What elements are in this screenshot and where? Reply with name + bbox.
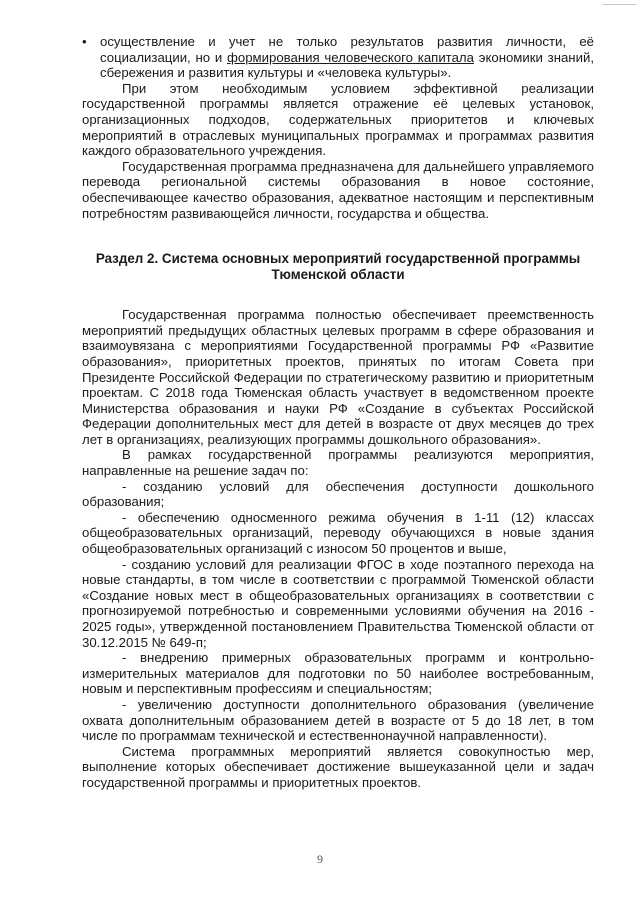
bullet-list-item — [82, 34, 594, 81]
task-item: - созданию условий для обеспечения доступности дошкольного образования; — [82, 478, 594, 510]
task-item: - увеличению доступности дополнительного образования (увеличение охвата дополнительным образованием детей в возрасте от 5 до 18 лет, в том числе по программам технической и естественнонаучной направленности). — [82, 696, 594, 744]
section-heading: Раздел 2. Система основных мероприятий государственной программы Тюменской области — [95, 251, 581, 283]
paragraph-tasks-intro: В рамках государственной программы реализуются мероприятия, направленные на решение задач по: — [82, 447, 594, 479]
paragraph-implementation-condition: При этом необходимым условием эффективной реализации государственной программы является отражение её целевых установок, организационных подходов, содержательных приоритетов и ключевых мероприятий в отраслевых муниципальных программах и программах развития каждого образовательного учреждения. — [82, 80, 594, 159]
bullet-text-start: осуществление и учет не только результатов развития личности, её социализации, но и — [100, 34, 594, 65]
bullet-icon: • — [82, 34, 87, 49]
document-page — [82, 34, 594, 791]
paragraph-closing: Система программных мероприятий является совокупностью мер, выполнение которых обеспечивает достижение вышеуказанной цели и задач государственной программы и приоритетных проектов. — [82, 743, 594, 790]
page-number: 9 — [317, 852, 323, 866]
paragraph-continuity: Государственная программа полностью обеспечивает преемственность мероприятий предыдущих областных целевых программ в сфере образования и взаимоувязана с мероприятиями Государственной программы РФ «Развитие образования», приоритетных проектов, принятых по итогам Совета при Президенте Российской Федерации по стратегическому развитию и приоритетным проектам. С 2018 года Тюменская область участвует в ведомственном проекте Министерства образования и науки РФ «Создание в субъектах Российской Федерации дополнительных мест для детей в возрасте от двух месяцев до трех лет в организациях, реализующих программы дошкольного образования». — [82, 307, 594, 447]
paragraph-program-purpose: Государственная программа предназначена для дальнейшего управляемого перевода региональной системы образования в новое состояние, обеспечивающее качество образования, адекватное настоящим и перспективным потребностям развивающейся личности, государства и общества. — [82, 158, 594, 221]
task-item: - обеспечению односменного режима обучения в 1-11 (12) классах общеобразовательных организаций, переводу обучающихся в новые здания общеобразовательных организаций с износом 50 процентов и выше, — [82, 509, 594, 557]
task-item: - внедрению примерных образовательных программ и контрольно-измерительных материалов для подготовки по 50 наиболее востребованным, новым и перспективным профессиям и специальностям; — [82, 650, 594, 697]
underlined-phrase: формирования человеческого капитала — [227, 49, 474, 65]
task-item: - созданию условий для реализации ФГОС в ходе поэтапного перехода на новые стандарты, в том числе в соответствии с программой Тюменской области «Создание новых мест в общеобразовательных организациях в соответствии с прогнозируемой потребностью и современными условиями обучения на 2016 - 2025 годы», утвержденной постановлением Правительства Тюменской области от 30.12.2015 № 649-п; — [82, 556, 594, 650]
bullet-text-end: экономики знаний, сбережения и развития культуры и «человека культуры». — [100, 49, 594, 81]
bullet-text — [100, 34, 594, 81]
scan-corner-mark — [602, 0, 636, 5]
